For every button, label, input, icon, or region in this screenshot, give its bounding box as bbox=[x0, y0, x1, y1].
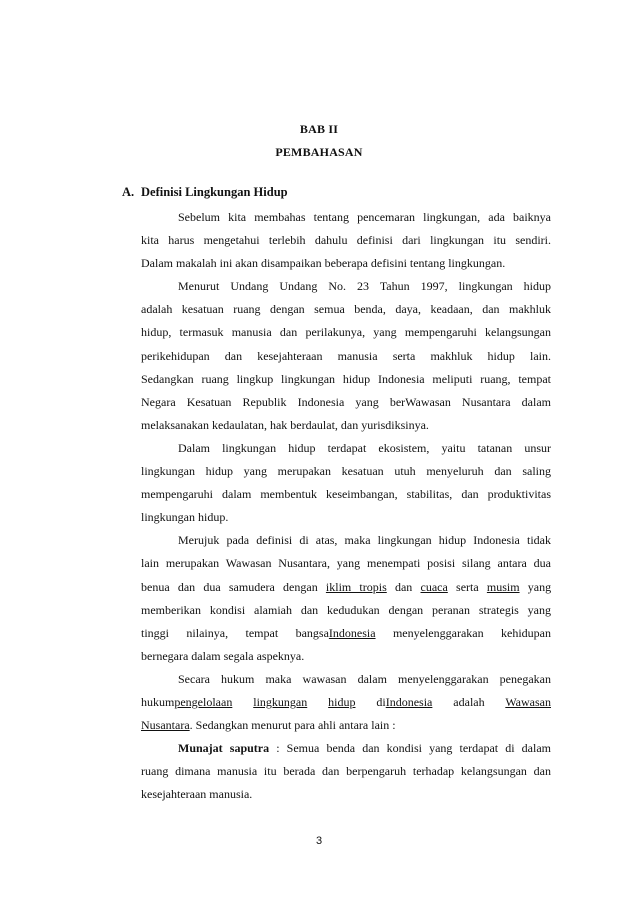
paragraph-line: lingkungan hidup yang merupakan kesatuan utuh menyeluruh dan saling bbox=[141, 464, 551, 479]
link-pengelolaan[interactable]: pengelolaan bbox=[174, 694, 233, 709]
text-run: : Semua benda dan kondisi yang terdapat di dalam bbox=[276, 741, 552, 756]
chapter-title: BAB II bbox=[299, 122, 339, 136]
paragraph-line bbox=[141, 737, 551, 760]
section-title: Definisi Lingkungan Hidup bbox=[141, 185, 288, 199]
page-number: 3 bbox=[315, 835, 323, 847]
text-run: yang bbox=[527, 579, 552, 594]
paragraph-line: Dalam lingkungan hidup terdapat ekosistem, yaitu tatanan unsur bbox=[178, 440, 551, 455]
paragraph-line: Menurut Undang Undang No. 23 Tahun 1997, lingkungan hidup bbox=[178, 279, 551, 294]
link-nusantara[interactable]: Nusantara bbox=[141, 718, 190, 733]
paragraph-line: memberikan kondisi alamiah dan kedudukan dengan peranan strategis yang bbox=[141, 602, 551, 617]
paragraph-line: melaksanakan kedaulatan, hak berdaulat, dan yurisdiksinya. bbox=[141, 417, 429, 432]
paragraph-line: kita harus mengetahui terlebih dahulu definisi dari lingkungan itu sendiri. bbox=[141, 233, 551, 248]
text-run: adalah bbox=[453, 694, 485, 709]
paragraph-line: mempengaruhi dalam membentuk keseimbangan, stabilitas, dan produktivitas bbox=[141, 487, 551, 502]
section-heading bbox=[122, 185, 288, 200]
paragraph-line: hidup, termasuk manusia dan perilakunya, yang mempengaruhi kelangsungan bbox=[141, 325, 551, 340]
text-run: menyelenggarakan kehidupan bbox=[392, 625, 551, 640]
paragraph-line: ruang dimana manusia itu berada dan berpengaruh terhadap kelangsungan dan bbox=[141, 764, 551, 779]
paragraph-line: lingkungan hidup. bbox=[141, 510, 229, 525]
text-run: serta bbox=[456, 579, 479, 594]
paragraph-line: Merujuk pada definisi di atas, maka lingkungan hidup Indonesia tidak bbox=[178, 533, 551, 548]
paragraph-line: Negara Kesatuan Republik Indonesia yang berWawasan Nusantara dalam bbox=[141, 394, 551, 409]
link-cuaca[interactable]: cuaca bbox=[420, 579, 448, 594]
paragraph-line bbox=[141, 622, 551, 645]
paragraph-line: Sebelum kita membahas tentang pencemaran lingkungan, ada baiknya bbox=[178, 210, 551, 224]
paragraph-line: kesejahteraan manusia. bbox=[141, 787, 253, 802]
text-run: di bbox=[376, 694, 386, 709]
link-wawasan[interactable]: Wawasan bbox=[505, 694, 551, 709]
text-run: tinggi nilainya, tempat bangsa bbox=[141, 625, 329, 640]
text-run: dan bbox=[394, 579, 413, 594]
paragraph-line: Secara hukum maka wawasan dalam menyelenggarakan penegakan bbox=[178, 671, 551, 686]
text-run: hukum bbox=[141, 694, 175, 709]
link-iklim-tropis[interactable]: iklim tropis bbox=[325, 579, 387, 594]
link-indonesia[interactable]: Indonesia bbox=[328, 625, 376, 640]
paragraph-line: adalah kesatuan ruang dengan semua benda, daya, keadaan, dan makhluk bbox=[141, 302, 551, 317]
link-hidup[interactable]: hidup bbox=[328, 694, 356, 709]
link-lingkungan[interactable]: lingkungan bbox=[253, 694, 308, 709]
paragraph-line bbox=[141, 714, 551, 737]
paragraph-line: bernegara dalam segala aspeknya. bbox=[141, 648, 305, 663]
paragraph-line: Dalam makalah ini akan disampaikan beberapa defisini tentang lingkungan. bbox=[141, 256, 506, 271]
paragraph-line: Sedangkan ruang lingkup lingkungan hidup Indonesia meliputi ruang, tempat bbox=[141, 371, 551, 386]
chapter-subtitle: PEMBAHASAN bbox=[275, 145, 363, 159]
section-letter: A. bbox=[122, 185, 135, 199]
link-indonesia-2[interactable]: Indonesia bbox=[385, 694, 433, 709]
body-text bbox=[141, 206, 551, 806]
text-run: benua dan dua samudera dengan bbox=[141, 579, 318, 594]
paragraph-line: lain merupakan Wawasan Nusantara, yang menempati posisi silang antara dua bbox=[141, 556, 551, 571]
paragraph-line bbox=[141, 576, 551, 599]
paragraph-line bbox=[141, 691, 551, 714]
text-run: . Sedangkan menurut para ahli antara lain : bbox=[189, 718, 396, 733]
paragraph-line: perikehidupan dan kesejahteraan manusia serta makhluk hidup lain. bbox=[141, 348, 551, 363]
link-musim[interactable]: musim bbox=[486, 579, 520, 594]
expert-name: Munajat saputra bbox=[178, 741, 270, 756]
